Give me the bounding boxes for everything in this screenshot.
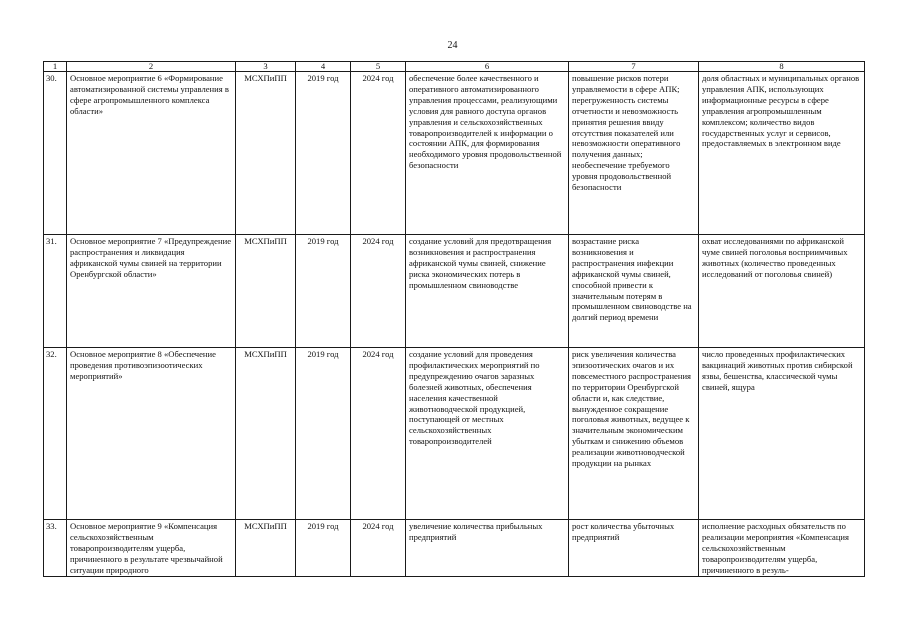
end-year: 2024 год <box>351 520 406 577</box>
start-year: 2019 год <box>296 348 351 520</box>
column-header: 5 <box>351 62 406 72</box>
risks: возрастание риска возникновения и распространения инфекции африканской чумы свиней, способной привести к значительным потерям в промышленном свиноводстве на долгий период времени <box>569 235 699 348</box>
expected-result: создание условий для проведения профилактических мероприятий по предупреждению очагов заразных болезней животных, обеспечения населения качественной животноводческой продукцией, поступающей от местных сельскохозяйственных товаропроизводителей <box>406 348 569 520</box>
row-number: 32. <box>44 348 67 520</box>
row-number: 30. <box>44 72 67 235</box>
column-header: 6 <box>406 62 569 72</box>
measure-name: Основное мероприятие 6 «Формирование автоматизированной системы управления в сфере агропромышленного комплекса области» <box>67 72 236 235</box>
table-row <box>44 72 865 235</box>
indicators: охват исследованиями по африканской чуме свиней поголовья восприимчивых животных (количество проведенных исследований от поголовья свиней) <box>699 235 865 348</box>
end-year: 2024 год <box>351 348 406 520</box>
risks: повышение рисков потери управляемости в сфере АПК; перегруженность системы отчетности и невозможность принятия решения ввиду отсутствия показателей или невозможности оперативного получения данных; необеспечение требуемого уровня продовольственной безопасности <box>569 72 699 235</box>
row-number: 33. <box>44 520 67 577</box>
table-header-row <box>44 62 865 72</box>
indicators: доля областных и муниципальных органов управления АПК, использующих информационные ресурсы в сфере управления агропромышленным комплексом; количество видов государственных услуг и сервисов, предоставляемых в электронном виде <box>699 72 865 235</box>
expected-result: увеличение количества прибыльных предприятий <box>406 520 569 577</box>
risks: рост количества убыточных предприятий <box>569 520 699 577</box>
row-number: 31. <box>44 235 67 348</box>
executor: МСХПиПП <box>236 348 296 520</box>
column-header: 3 <box>236 62 296 72</box>
table-row <box>44 235 865 348</box>
measures-table <box>43 61 865 577</box>
column-header: 2 <box>67 62 236 72</box>
end-year: 2024 год <box>351 235 406 348</box>
expected-result: обеспечение более качественного и оперативного автоматизированного управления процессами, реализующими условия для равного доступа органов управления и сельскохозяйственных товаропроизводителей к информации о состоянии АПК, для формирования необходимого уровня продовольственной безопасности <box>406 72 569 235</box>
measure-name: Основное мероприятие 9 «Компенсация сельскохозяйственным товаропроизводителям ущерба, причиненного в результате чрезвычайной ситуации природного <box>67 520 236 577</box>
column-header: 7 <box>569 62 699 72</box>
start-year: 2019 год <box>296 235 351 348</box>
start-year: 2019 год <box>296 72 351 235</box>
executor: МСХПиПП <box>236 72 296 235</box>
start-year: 2019 год <box>296 520 351 577</box>
column-header: 4 <box>296 62 351 72</box>
executor: МСХПиПП <box>236 520 296 577</box>
table-row <box>44 348 865 520</box>
page-number: 24 <box>447 40 458 51</box>
measure-name: Основное мероприятие 8 «Обеспечение проведения противоэпизоотических мероприятий» <box>67 348 236 520</box>
indicators: число проведенных профилактических вакцинаций животных против сибирской язвы, бешенства, классической чумы свиней, ящура <box>699 348 865 520</box>
column-header: 8 <box>699 62 865 72</box>
column-header: 1 <box>44 62 67 72</box>
executor: МСХПиПП <box>236 235 296 348</box>
risks: риск увеличения количества эпизоотических очагов и их повсеместного распространения по территории Оренбургской области и, как следствие, вынужденное сокращение поголовья животных, ведущее к значительным экономическим убыткам и снижению объемов реализации животноводческой продукции на рынках <box>569 348 699 520</box>
table-row <box>44 520 865 577</box>
indicators: исполнение расходных обязательств по реализации мероприятия «Компенсация сельскохозяйственным товаропроизводителям ущерба, причиненного в резуль- <box>699 520 865 577</box>
expected-result: создание условий для предотвращения возникновения и распространения африканской чумы свиней, снижение риска экономических потерь в промышленном свиноводстве <box>406 235 569 348</box>
measure-name: Основное мероприятие 7 «Предупреждение распространения и ликвидация африканской чумы свиней на территории Оренбургской области» <box>67 235 236 348</box>
end-year: 2024 год <box>351 72 406 235</box>
